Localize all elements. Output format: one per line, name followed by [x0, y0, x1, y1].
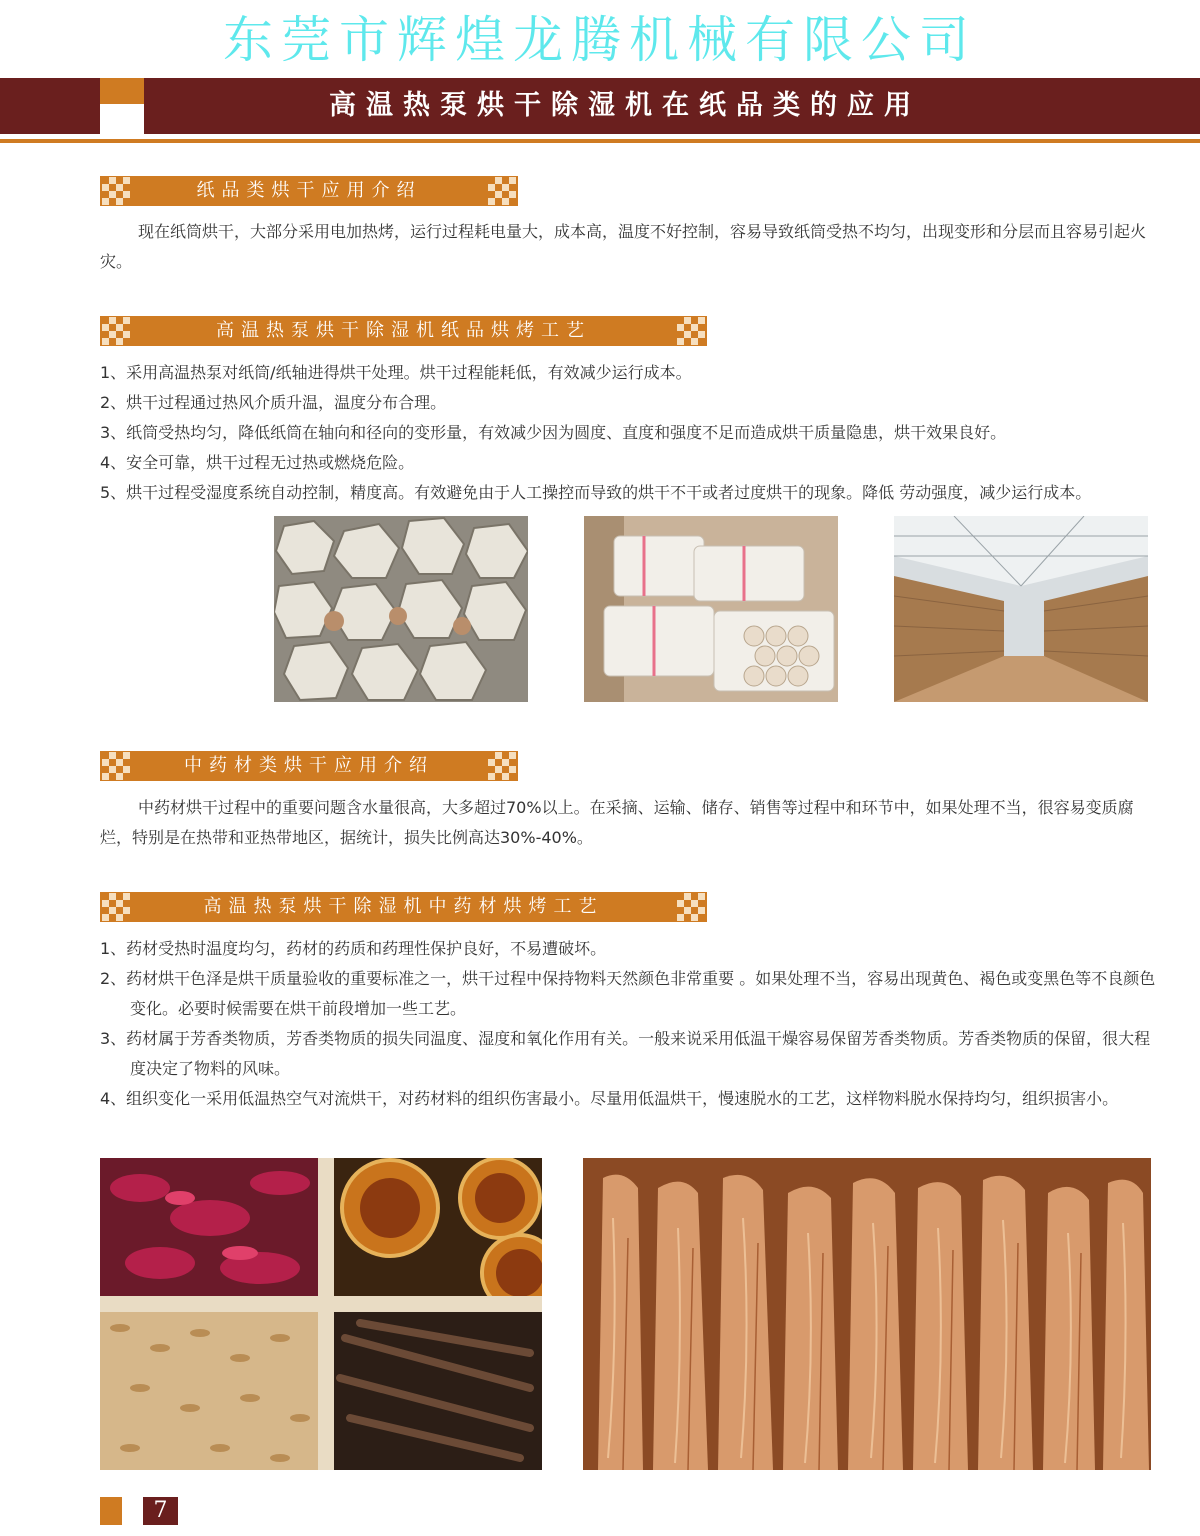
herb-intro-paragraph	[100, 793, 1158, 853]
list-item: 1、药材受热时温度均匀，药材的药质和药理性保护良好，不易遭破坏。	[100, 939, 607, 958]
photo-dried-roots	[583, 1158, 1151, 1470]
list-item: 1、采用高温热泵对纸筒/纸轴进得烘干处理。烘干过程能耗低，有效减少运行成本。	[100, 363, 692, 382]
page-title: 高温热泵烘干除湿机在纸品类的应用	[329, 90, 921, 121]
section-header-herb-intro	[100, 751, 518, 781]
list-item: 3、药材属于芳香类物质，芳香类物质的损失同温度、湿度和氧化作用有关。一般来说采用低温干燥容易保留芳香类物质。芳香类物质的保留，很大程度决定了物料的风味。	[100, 1029, 1151, 1078]
list-item: 4、安全可靠，烘干过程无过热或燃烧危险。	[100, 453, 415, 472]
photo-paper-tubes-stacked	[274, 516, 528, 702]
banner-accent-square	[100, 78, 144, 106]
checker-decoration	[677, 893, 705, 921]
checker-decoration	[102, 752, 130, 780]
paragraph-text: 中药材烘干过程中的重要问题含水量很高，大多超过70%以上。在采摘、运输、储存、销售等过程中和环节中，如果处理不当，很容易变质腐烂，特别是在热带和亚热带地区，据统计，损失比例高达30%-40%。	[100, 798, 1134, 847]
paper-intro-paragraph	[100, 217, 1158, 277]
checker-decoration	[488, 752, 516, 780]
section-title: 中药材类烘干应用介绍	[184, 755, 434, 776]
checker-decoration	[102, 893, 130, 921]
section-header-herb-process	[100, 892, 707, 922]
photo-paper-tubes-bundles	[584, 516, 838, 702]
checker-decoration	[677, 317, 705, 345]
list-item: 4、组织变化一采用低温热空气对流烘干，对药材料的组织伤害最小。尽量用低温烘干，慢速脱水的工艺，这样物料脱水保持均匀，组织损害小。	[100, 1089, 1119, 1108]
section-title: 纸品类烘干应用介绍	[196, 180, 422, 201]
section-header-paper-process	[100, 316, 707, 346]
checker-decoration	[102, 177, 130, 205]
herb-process-list	[100, 934, 1158, 1114]
section-title: 高温热泵烘干除湿机纸品烘烤工艺	[216, 320, 591, 341]
list-item	[100, 478, 1158, 508]
checker-decoration	[488, 177, 516, 205]
paper-process-list	[100, 358, 1158, 508]
list-item: 2、烘干过程通过热风介质升温，温度分布合理。	[100, 393, 447, 412]
list-item: 3、纸筒受热均匀，降低纸筒在轴向和径向的变形量，有效减少因为圆度、直度和强度不足而造成烘干质量隐患，烘干效果良好。	[100, 423, 1007, 442]
list-item-text: 5、烘干过程受湿度系统自动控制，精度高。有效避免由于人工操控而导致的烘干不干或者过度烘干的现象。降低 劳动强度，减少运行成本。	[100, 483, 1092, 502]
company-name: 东莞市辉煌龙腾机械有限公司	[223, 11, 977, 69]
paragraph-text: 现在纸筒烘干，大部分采用电加热烤，运行过程耗电量大，成本高，温度不好控制，容易导致纸筒受热不均匀，出现变形和分层而且容易引起火灾。	[100, 222, 1147, 271]
photo-herb-grid	[100, 1158, 542, 1470]
checker-decoration	[102, 317, 130, 345]
page-number: 7	[143, 1497, 178, 1525]
banner-notch	[100, 104, 144, 134]
divider	[0, 139, 1200, 143]
list-item: 2、药材烘干色泽是烘干质量验收的重要标准之一，烘干过程中保持物料天然颜色非常重要 。如果处理不当，容易出现黄色、褐色或变黑色等不良颜色变化。必要时候需要在烘干前段增加一些工艺。	[100, 969, 1156, 1018]
section-header-paper-intro	[100, 176, 518, 206]
section-title: 高温热泵烘干除湿机中药材烘烤工艺	[203, 896, 604, 917]
photo-greenhouse-drying	[894, 516, 1148, 702]
page-number-accent	[100, 1497, 122, 1525]
